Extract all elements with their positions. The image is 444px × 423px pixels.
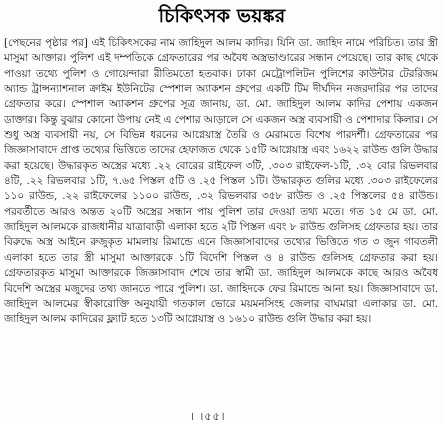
cut-off-page-fragment: । ।৫৫। (190, 411, 226, 423)
article-body (4, 36, 438, 406)
headline-container (0, 4, 444, 28)
headline: চিকিৎসক ভয়ঙ্কর (158, 5, 286, 27)
continued-from-tag: [পেছনের পৃষ্ঠার পর] (4, 37, 88, 49)
article-text: এই চিকিৎসকের নাম জাহিদুল আলম কাদির। যিনি ডা. জাহিদ নামে পরিচিত। তার স্ত্রী মাসুমা আক্তার। পুলিশ এই দম্পতিকে গ্রেফতারের পর অবৈধ অস্ত্রভাণ্ডারের সন্ধান পেয়েছে। তার কাছ থেকে পাওয়া তথ্যে পুলিশ ও গোয়েন্দারা রীতিমতো হতবাক। ঢাকা মেট্রোপলিটন পুলিশের কাউন্টার টেররিজম অ্যান্ড ট্রান্সন্যাশনাল ক্রাইম ইউনিটের স্পেশাল অ্যাকশন গ্রুপের একটি টিম দীর্ঘদিন নজরদারির পর তাদের গ্রেফতার করে। স্পেশাল অ্যাকশন গ্রুপের সূত্র জানায়, ডা. মো. জাহিদুল আলম কাদির পেশায় একজন ডাক্তার। কিন্তু বুঝার কোনো উপায় নেই এ পেশার আড়ালে সে একজন অস্ত্র ব্যবসায়ী ও পেশাদার কিলার। সে শুধু অস্ত্র ব্যবসায়ী নয়, সে বিভিন্ন ধরনের আগ্নেয়াস্ত্র তৈরি ও মেরামতে বিশেষ পারদর্শী। গ্রেফতারের পর জিজ্ঞাসাবাদে প্রাপ্ত তথ্যের ভিত্তিতে তাদের হেফাজত থেকে ১৫টি আগ্নেয়াস্ত্র এবং ১৬২২ রাউন্ড গুলি উদ্ধার করা হয়েছে। উদ্ধারকৃত অস্ত্রের মধ্যে .২২ বোরের রাইফেল ৩টি, .৩০৩ রাইফেল-১টি, .৩২ বোর রিভলবার ৪টি, .২২ রিভলবার ১টি, ৭.৬৫ পিস্তল ৫টি ও .২৫ পিস্তল ১টি। উদ্ধারকৃত গুলির মধ্যে .৩০৩ রাইফেলের ১১০ রাউন্ড, .২২ রাইফেলের ১১০০ রাউন্ড, .৩২ রিভলবার ৩৫৮ রাউন্ড ও .২৫ পিস্তলের ৫৪ রাউন্ড। পরবর্তীতে আরও অন্তত ২০টি অস্ত্রের সন্ধান পায় পুলিশ তার দেওয়া তথ্য মতে। গত ১৫ মে ডা. মো. জাহিদুল আলমকে রাজধানীর যাত্রাবাড়ী এলাকা হতে ২টি পিস্তল এবং ৮ রাউন্ড গুলিসহ গ্রেফতার হয়। তার বিরুদ্ধে অস্ত্র আইনে রুজুকৃত মামলায় রিমান্ডে এনে জিজ্ঞাসাবাদের তথ্যের ভিত্তিতে গত ৩ জুন গাবতলী এলাকা হতে তার স্ত্রী মাসুমা আক্তারকে ১টি বিদেশি পিস্তল ও ৪ রাউন্ড গুলিসহ গ্রেফতার করা হয়। গ্রেফতারকৃত মাসুমা আক্তারকে জিজ্ঞাসাবাদ শেষে তার স্বামী ডা. জাহিদুল আলমকে কাছে আরও অবৈধ বিদেশি অস্ত্রের মজুদের তথ্য জানতে পারে পুলিশ। ডা. জাহিদকে ফের রিমান্ডে আনা হয়। জিজ্ঞাসাবাদে ডা. জাহিদুল আলমের স্বীকারোক্তি অনুযায়ী গতকাল ভোরে ময়মনসিংহ জেলার বাঘমারা এলাকার ডা. মো. জাহিদুল আলম কাদিরের ফ্ল্যাট হতে ১৩টি আগ্নেয়াস্ত্র ও ১৬১০ রাউন্ড গুলি উদ্ধার করা হয়। (4, 37, 438, 326)
